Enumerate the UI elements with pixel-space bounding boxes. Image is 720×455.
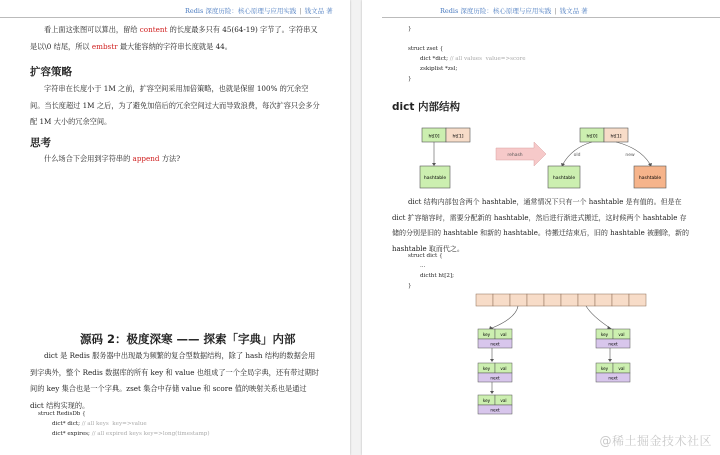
arrowhead-icon bbox=[432, 163, 436, 166]
header-author: 钱文品 著 bbox=[304, 7, 333, 15]
new-label: new bbox=[625, 153, 635, 158]
code-comment: // all keys key=>value bbox=[81, 421, 147, 427]
arrowhead-icon bbox=[490, 391, 494, 394]
ht0-label: ht[0] bbox=[428, 134, 440, 140]
code-comment: // all expired keys key=>long(timestamp) bbox=[91, 431, 210, 437]
paragraph-embstr: 看上面这张图可以算出，留给 content 的长度最多只有 45(64-19) 字节了。字符串又是以\0 结尾，所以 embstr 最大能容纳的字符串长度就是 44。 bbox=[30, 25, 318, 51]
dict-entry bbox=[478, 329, 512, 348]
left-page bbox=[0, 0, 350, 455]
code-line: dictht ht[2]; bbox=[420, 273, 455, 279]
bucket-cell bbox=[493, 294, 510, 306]
header-author: 钱文品 著 bbox=[559, 7, 588, 15]
chapter-title: 源码 2：极度深寒 —— 探索「字典」内部 bbox=[80, 332, 296, 346]
paragraph-expand-strategy: 字符串在长度小于 1M 之前，扩容空间采用加倍策略，也就是保留 100% 的冗余空间。当长度超过 1M 之后，为了避免加倍后的冗余空间过大而导致浪费，每次扩容只会多分配 1M 大小的冗余空间。 bbox=[30, 84, 320, 126]
dict-entry bbox=[478, 395, 512, 414]
dict-entry bbox=[596, 363, 630, 382]
dict-entry bbox=[596, 329, 630, 348]
entry-next-label: next bbox=[608, 375, 618, 381]
entry-val-label: val bbox=[618, 366, 625, 371]
right-page bbox=[362, 0, 720, 455]
right-header-rule bbox=[382, 17, 720, 18]
code-line: struct zset { bbox=[408, 46, 444, 52]
hashtable-label: hashtable bbox=[638, 176, 662, 181]
left-running-header bbox=[185, 6, 333, 15]
question-append: 什么场合下会用到字符串的 append 方法? bbox=[44, 154, 181, 163]
code-line: dict* dict; // all keys key=>value bbox=[52, 421, 147, 427]
header-divider: | bbox=[299, 7, 302, 15]
entry-val-label: val bbox=[500, 398, 507, 403]
bucket-cell bbox=[612, 294, 629, 306]
code-comment: // all values value=>score bbox=[449, 56, 526, 62]
section-heading-dict-structure: dict 内部结构 bbox=[392, 101, 461, 113]
watermark: @稀土掘金技术社区 bbox=[599, 434, 712, 448]
code-line: } bbox=[408, 76, 412, 82]
left-header-rule bbox=[0, 17, 320, 18]
entry-next-label: next bbox=[490, 341, 500, 347]
entry-next-label: next bbox=[490, 407, 500, 413]
entry-key-label: key bbox=[600, 366, 609, 371]
bucket-cell bbox=[578, 294, 595, 306]
arrowhead-icon bbox=[608, 359, 612, 362]
bucket-pointer bbox=[586, 306, 610, 328]
bucket-cell bbox=[544, 294, 561, 306]
paragraph-dict-structure: dict 结构内部包含两个 hashtable，通常情况下只有一个 hashtable 是有值的。但是在 dict 扩容缩容时，需要分配新的 hashtable，然后进行渐进式搬迁，这时候两个 hashtable 存储的分别是旧的 hashtable 和新的 hashtable。待搬迁结束后，旧的 hashtable 被删除，新的 hashtable 取而代之。 bbox=[392, 198, 690, 253]
bucket-cell bbox=[510, 294, 527, 306]
code-line: zskiplist *zsl; bbox=[420, 66, 458, 72]
header-book-title: Redis 深度历险：核心原理与应用实践 bbox=[440, 7, 552, 15]
entry-val-label: val bbox=[500, 332, 507, 337]
code-line: } bbox=[408, 26, 412, 32]
keyword-append: append bbox=[132, 154, 160, 163]
old-label: old bbox=[573, 153, 581, 158]
code-dict bbox=[408, 251, 454, 291]
code-line: } bbox=[408, 283, 412, 289]
code-line: dict *dict; // all values value=>score bbox=[420, 56, 526, 62]
entry-key-label: key bbox=[482, 366, 491, 371]
code-line: ... bbox=[420, 263, 426, 269]
entry-val-label: val bbox=[500, 366, 507, 371]
hashtable-label: hashtable bbox=[552, 176, 576, 181]
section-heading-expand-strategy: 扩容策略 bbox=[30, 66, 72, 78]
arrowhead-icon bbox=[490, 359, 494, 362]
code-redisdb bbox=[38, 409, 210, 439]
entry-key-label: key bbox=[482, 398, 491, 403]
section-heading-think: 思考 bbox=[30, 137, 51, 149]
code-line: dict* expires; // all expired keys key=>long(timestamp) bbox=[52, 431, 210, 437]
dict-rehash-diagram bbox=[402, 122, 692, 198]
code-line: struct dict { bbox=[408, 253, 443, 259]
header-book-title: Redis 深度历险：核心原理与应用实践 bbox=[185, 7, 297, 15]
code-zset bbox=[408, 24, 526, 84]
entry-val-label: val bbox=[618, 332, 625, 337]
keyword-content: content bbox=[139, 25, 168, 34]
bucket-cell bbox=[629, 294, 646, 306]
bucket-cell bbox=[561, 294, 578, 306]
entry-key-label: key bbox=[600, 332, 609, 337]
entry-key-label: key bbox=[482, 332, 491, 337]
right-running-header bbox=[440, 6, 588, 15]
bucket-pointer bbox=[492, 306, 518, 328]
code-line: struct RedisDb { bbox=[38, 411, 86, 417]
hashtable-label: hashtable bbox=[423, 176, 447, 181]
bucket-cell bbox=[476, 294, 493, 306]
paragraph-dict-intro: dict 是 Redis 服务器中出现最为频繁的复合型数据结构，除了 hash 结构的数据会用到字典外，整个 Redis 数据库的所有 key 和 value 也组成了一个全局字典，还有带过期时间的 key 集合也是一个字典。zset 集合中存储 value 和 score 值的映射关系也是通过 dict 结构实现的。 bbox=[30, 351, 319, 410]
hashtable-bucket-diagram bbox=[470, 292, 680, 418]
dict-entry bbox=[478, 363, 512, 382]
ht1-label: ht[1] bbox=[452, 134, 464, 140]
bucket-cell bbox=[527, 294, 544, 306]
header-divider: | bbox=[554, 7, 557, 15]
entry-next-label: next bbox=[608, 341, 618, 347]
bucket-cell bbox=[595, 294, 612, 306]
ht1-label: ht[1] bbox=[610, 134, 622, 140]
rehash-label: rehash bbox=[507, 153, 523, 158]
keyword-embstr: embstr bbox=[91, 41, 118, 51]
ht0-label: ht[0] bbox=[586, 134, 598, 140]
bucket-array bbox=[476, 294, 646, 306]
entry-next-label: next bbox=[490, 375, 500, 381]
